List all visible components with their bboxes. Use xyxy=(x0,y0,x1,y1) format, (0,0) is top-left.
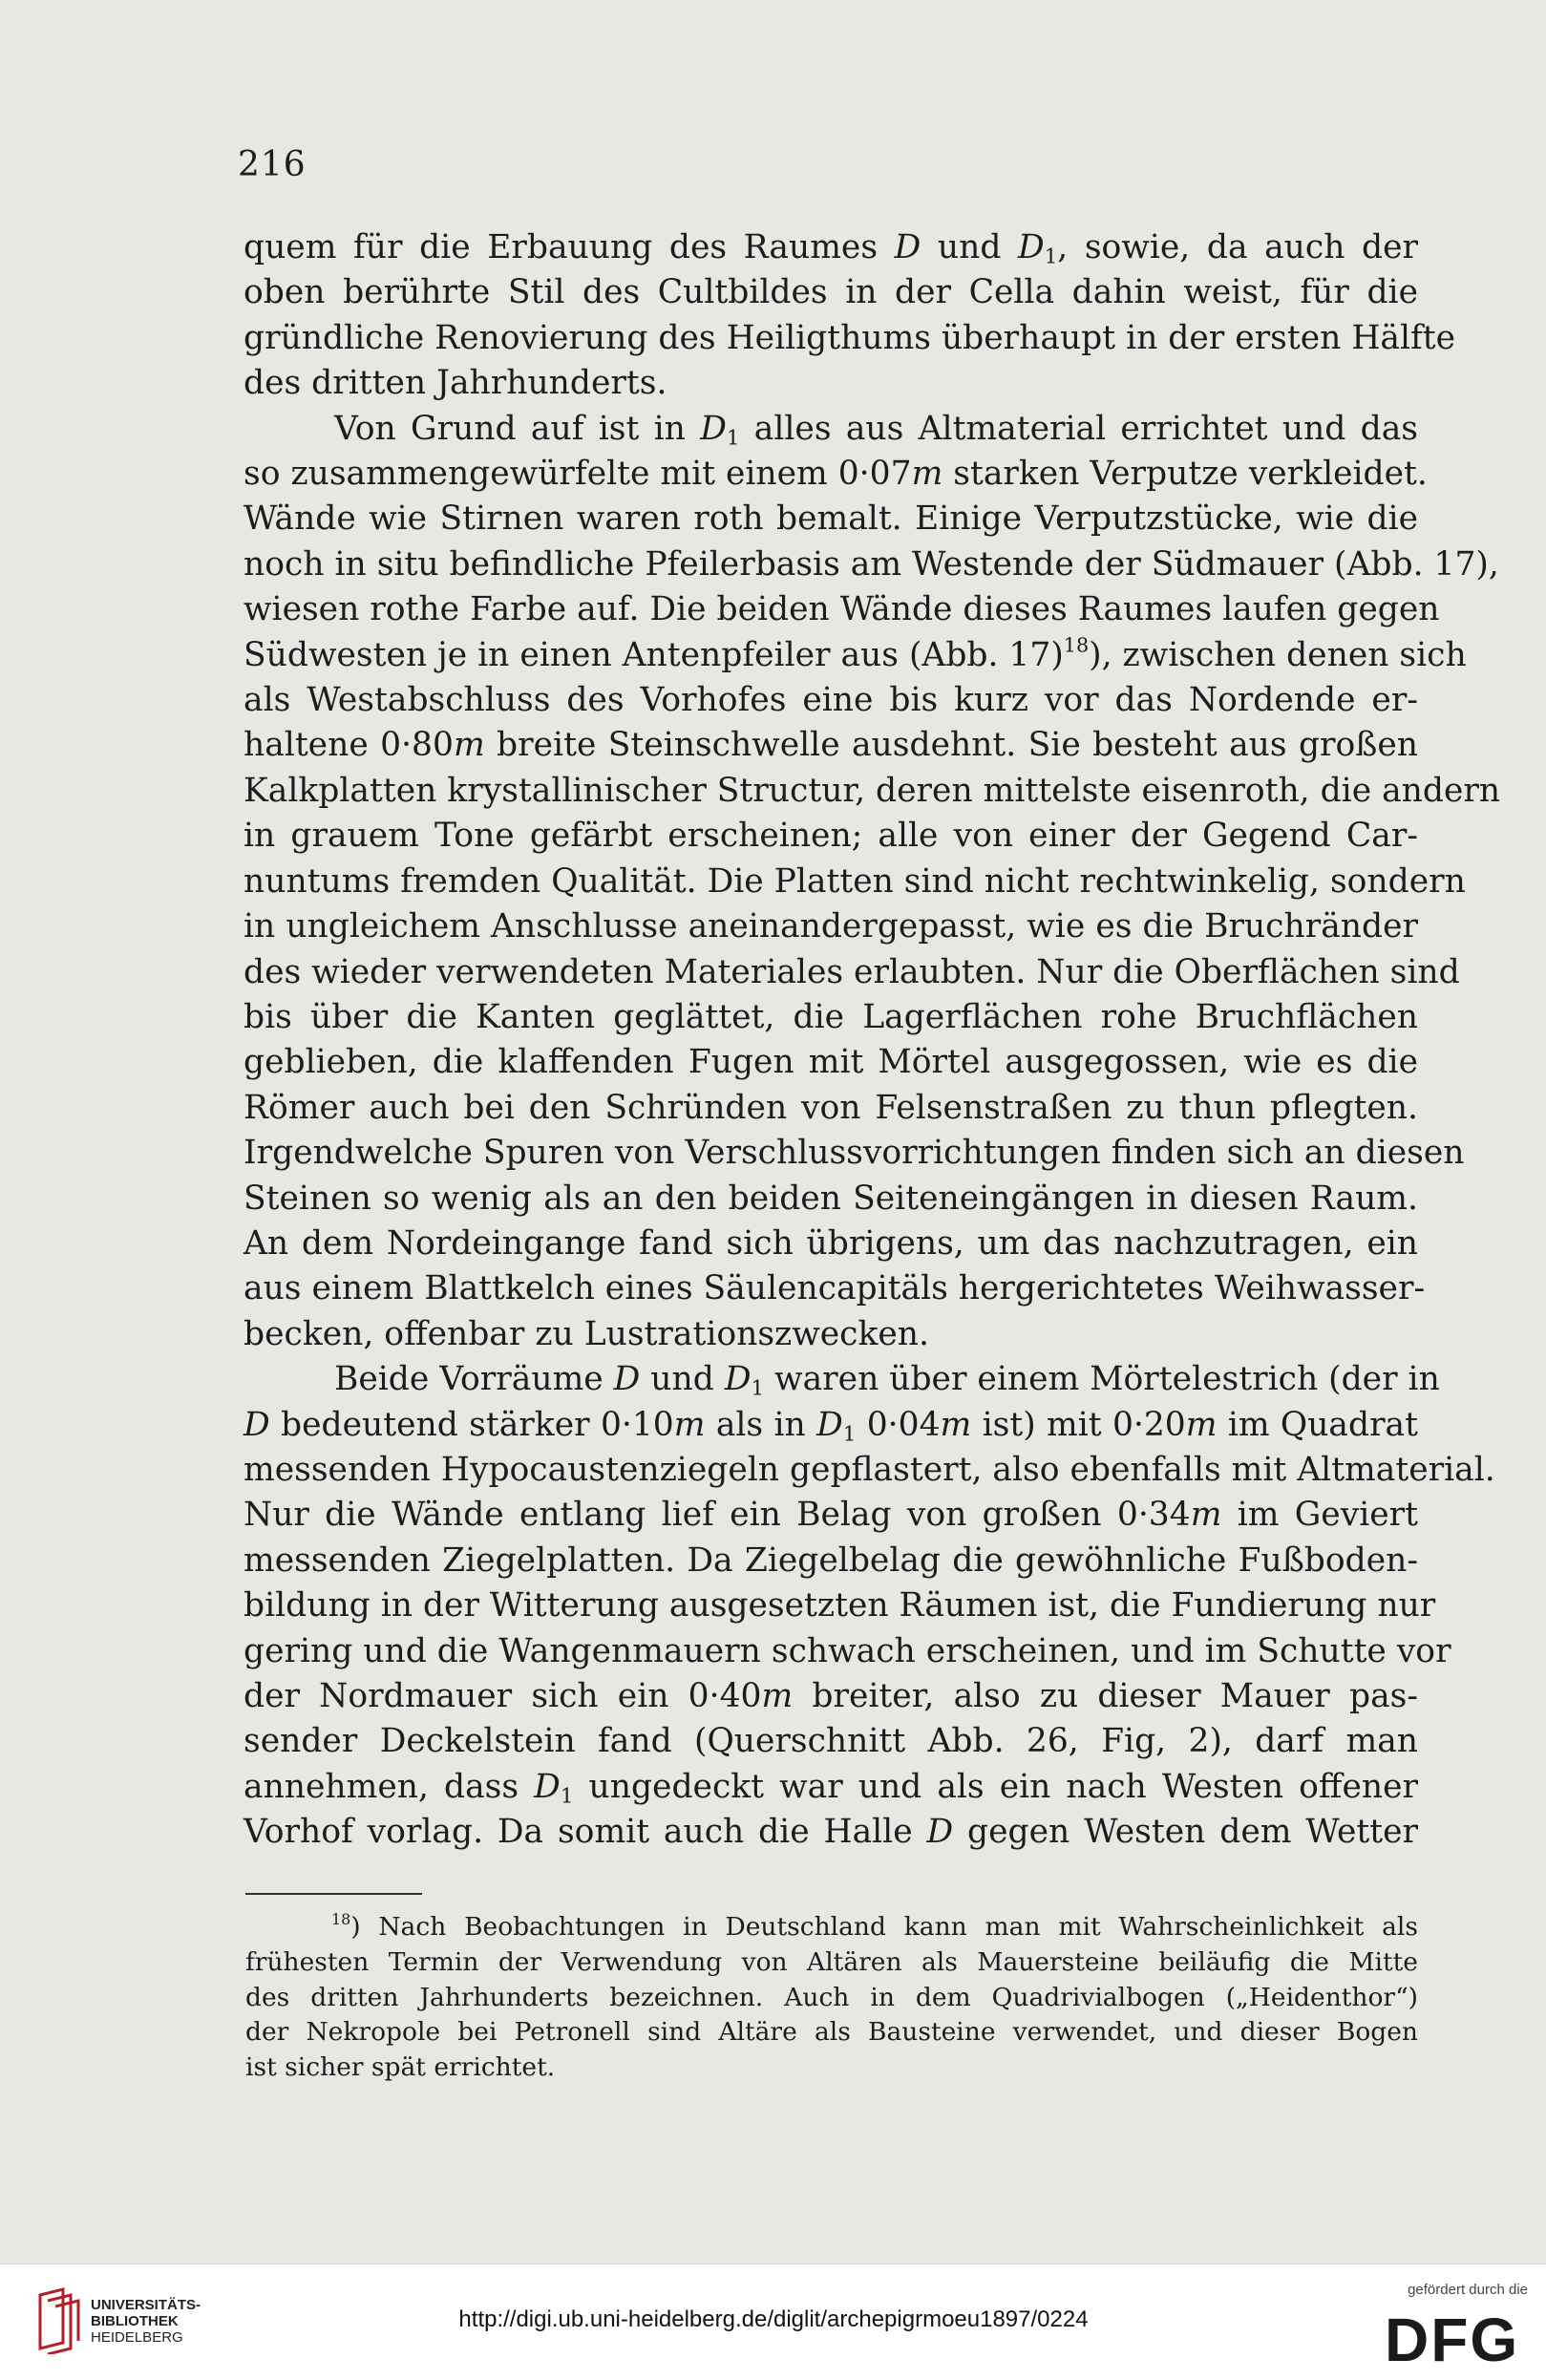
body-line: Kalkplatten krystallinischer Structur, deren mittelste eisenroth, die andern xyxy=(244,771,1501,810)
body-line: der Nordmauer sich ein 0·40m breiter, also zu dieser Mauer pas- xyxy=(244,1677,1418,1715)
body-line: D bedeutend stärker 0·10m als in $D_1$ 0·04m ist) mit 0·20m im Quadrat xyxy=(244,1405,1418,1446)
library-name xyxy=(91,2297,201,2346)
body-line: gründliche Renovierung des Heiligthums überhaupt in der ersten Hälfte xyxy=(244,318,1456,357)
body-line: des wieder verwendeten Materiales erlaubten. Nur die Oberflächen sind xyxy=(244,952,1460,991)
body-text xyxy=(244,225,1501,1856)
body-line: messenden Ziegelplatten. Da Ziegelbelag die gewöhnliche Fußboden- xyxy=(244,1541,1418,1580)
library-name-line: BIBLIOTHEK xyxy=(91,2313,179,2329)
footnote-line: der Nekropole bei Petronell sind Altäre als Bausteine verwendet, und dieser Bogen xyxy=(245,2017,1418,2048)
permalink-url[interactable]: http://digi.ub.uni-heidelberg.de/diglit/archepigrmoeu1897/0224 xyxy=(458,2306,1089,2332)
body-line: Wände wie Stirnen waren roth bemalt. Einige Verputzstücke, wie die xyxy=(244,499,1418,539)
footnote-line: des dritten Jahrhunderts bezeichnen. Auch in dem Quadrivialbogen („Heidenthor“) xyxy=(245,1982,1418,2012)
body-line: bildung in der Witterung ausgesetzten Räumen ist, die Fundierung nur xyxy=(244,1586,1436,1626)
university-library-logo-icon xyxy=(34,2285,88,2354)
body-line: becken, offenbar zu Lustrationszwecken. xyxy=(244,1314,929,1353)
body-line: bis über die Kanten geglättet, die Lagerflächen rohe Bruchflächen xyxy=(244,997,1418,1036)
dfg-logo: DFG xyxy=(1385,2306,1520,2374)
body-line: gering und die Wangenmauern schwach erscheinen, und im Schutte vor xyxy=(244,1631,1451,1670)
body-line: Römer auch bei den Schründen von Felsenstraßen zu thun pflegten. xyxy=(244,1088,1418,1127)
body-line: An dem Nordeingange fand sich übrigens, um das nachzutragen, ein xyxy=(244,1223,1418,1263)
body-line: quem für die Erbauung des Raumes D und $D_1$, sowie, da auch der xyxy=(244,228,1418,269)
body-line: in ungleichem Anschlusse aneinandergepasst, wie es die Bruchränder xyxy=(244,907,1418,946)
body-line: wiesen rothe Farbe auf. Die beiden Wände dieses Raumes laufen gegen xyxy=(244,590,1440,629)
footnote xyxy=(245,1910,1418,2086)
body-line: Nur die Wände entlang lief ein Belag von großen 0·34m im Geviert xyxy=(244,1496,1418,1535)
body-line: Südwesten je in einen Antenpfeiler aus (Abb. 17)$^{18}$), zwischen denen sich xyxy=(244,633,1467,674)
library-name-line: HEIDELBERG xyxy=(91,2329,183,2346)
body-line: so zusammengewürfelte mit einem 0·07m starken Verputze verkleidet. xyxy=(244,455,1428,494)
body-line: sender Deckelstein fand (Querschnitt Abb. 26, Fig, 2), darf man xyxy=(244,1722,1418,1761)
page-number: 216 xyxy=(238,145,307,184)
footnote-line: $^{18}$) Nach Beobachtungen in Deutschland kann man mit Wahrscheinlichkeit als xyxy=(331,1909,1418,1942)
body-line: als Westabschluss des Vorhofes eine bis kurz vor das Nordende er- xyxy=(244,681,1418,720)
body-line: Irgendwelche Spuren von Verschlussvorrichtungen finden sich an diesen xyxy=(244,1134,1465,1173)
footnote-line: frühesten Termin der Verwendung von Altären als Mauersteine beiläufig die Mitte xyxy=(245,1946,1418,1977)
body-line: messenden Hypocaustenziegeln gepflastert, also ebenfalls mit Altmaterial. xyxy=(244,1450,1495,1489)
body-line: aus einem Blattkelch eines Säulencapitäls hergerichtetes Weihwasser- xyxy=(244,1269,1426,1308)
body-line: des dritten Jahrhunderts. xyxy=(244,364,667,403)
library-name-line: UNIVERSITÄTS- xyxy=(91,2297,201,2313)
funding-caption: gefördert durch die xyxy=(1408,2282,1528,2298)
body-line: nuntums fremden Qualität. Die Platten sind nicht rechtwinkelig, sondern xyxy=(244,861,1466,901)
body-line: noch in situ befindliche Pfeilerbasis am Westende der Südmauer (Abb. 17), xyxy=(244,544,1499,584)
body-line: Beide Vorräume D und $D_1$ waren über einem Mörtelestrich (der in xyxy=(334,1360,1440,1401)
footnote-line: ist sicher spät errichtet. xyxy=(245,2052,556,2083)
body-line: Vorhof vorlag. Da somit auch die Halle D gegen Westen dem Wetter xyxy=(244,1813,1419,1852)
body-line: Von Grund auf ist in $D_1$ alles aus Altmaterial errichtet und das xyxy=(334,409,1419,450)
digitization-footer xyxy=(0,2263,1546,2380)
body-line: Steinen so wenig als an den beiden Seiteneingängen in diesen Raum. xyxy=(244,1179,1418,1218)
body-line: geblieben, die klaffenden Fugen mit Mörtel ausgegossen, wie es die xyxy=(244,1043,1418,1082)
footnote-rule xyxy=(245,1893,422,1895)
body-line: oben berührte Stil des Cultbildes in der Cella dahin weist, für die xyxy=(244,273,1418,312)
body-line: annehmen, dass $D_1$ ungedeckt war und als ein nach Westen offener xyxy=(244,1767,1418,1809)
body-line: haltene 0·80m breite Steinschwelle ausdehnt. Sie besteht aus großen xyxy=(244,726,1418,765)
body-line: in grauem Tone gefärbt erscheinen; alle von einer der Gegend Car- xyxy=(244,817,1418,856)
